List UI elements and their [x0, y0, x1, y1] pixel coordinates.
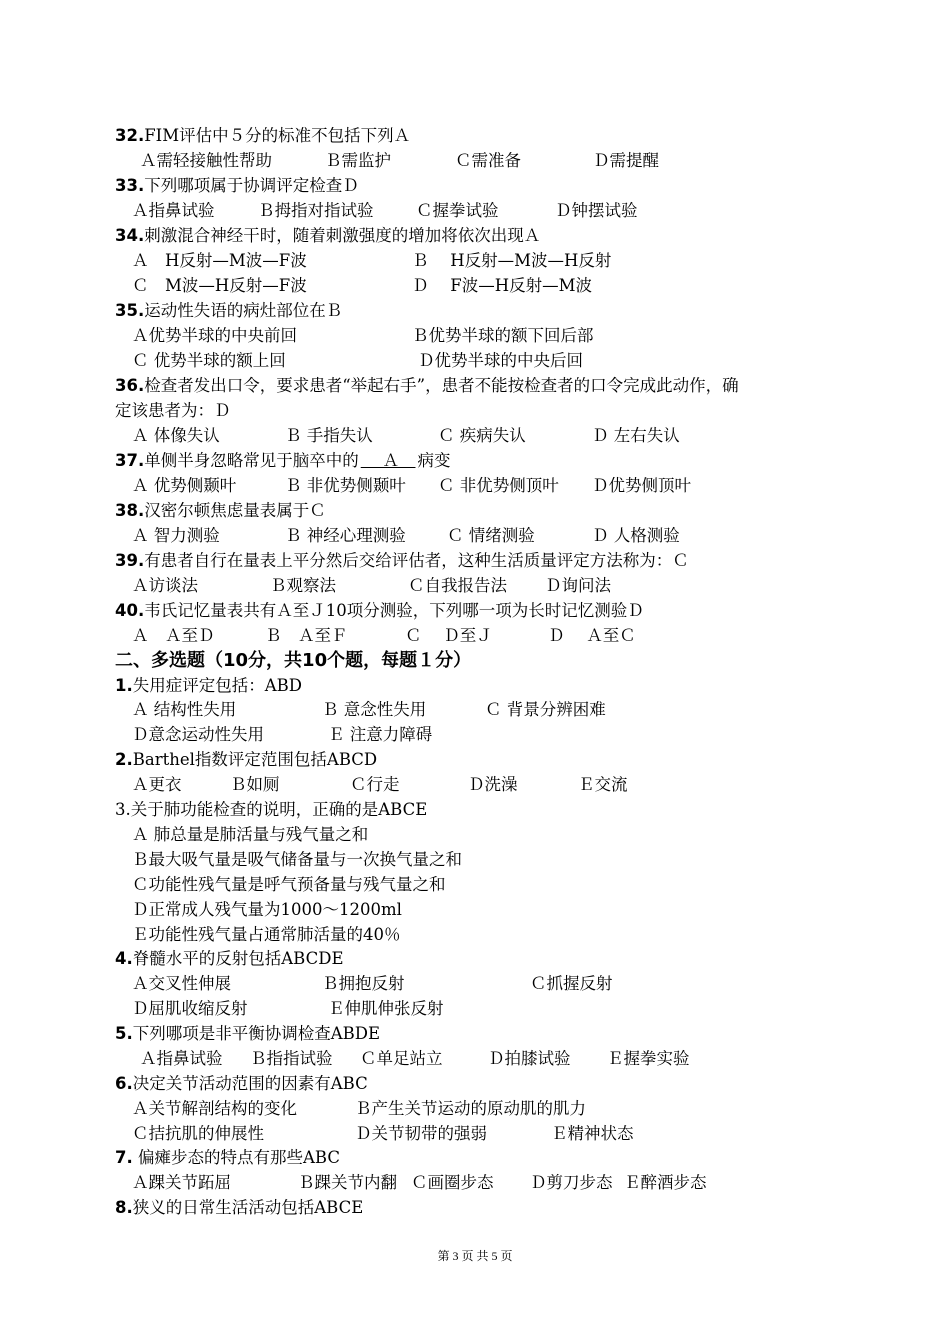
option-a: Ａ访谈法 [132, 576, 198, 595]
option-a: Ａ优势半球的中央前回 [132, 326, 297, 345]
option-a: Ａ 结构性失用 [132, 700, 237, 719]
question-37 [115, 449, 450, 473]
option-b: Ｂ观察法 [270, 576, 336, 595]
option-b: Ｂ拇指对指试验 [258, 201, 374, 220]
question-number: 33. [115, 176, 145, 195]
option-b: Ｂ如厕 [230, 775, 280, 794]
option-c: Ｃ抓握反射 [530, 974, 613, 993]
option-d: Ｄ 人格测验 [592, 526, 680, 545]
question-number: 39. [115, 551, 145, 570]
multi-question-1 [115, 674, 302, 698]
question-34-options-row2 [0, 274, 950, 298]
question-number: 40. [115, 601, 145, 620]
option-a: Ａ指鼻试验 [140, 1049, 223, 1068]
option-d: Ｄ意念运动性失用 [132, 725, 264, 744]
option-b: Ｂ 非优势侧颞叶 [285, 476, 406, 495]
question-text: 下列哪项属于协调评定检查Ｄ [144, 176, 359, 195]
question-number: 7. [115, 1148, 133, 1167]
question-text: 决定关节活动范围的因素有ABC [132, 1074, 368, 1093]
option-c: Ｃ需准备 [455, 151, 521, 170]
option-a: Ａ更衣 [132, 775, 182, 794]
question-35 [115, 299, 342, 323]
option-c: Ｃ功能性残气量是呼气预备量与残气量之和 [132, 875, 446, 894]
option-e: Ｅ伸肌伸张反射 [328, 999, 444, 1018]
option-a: Ａ需轻接触性帮助 [140, 151, 272, 170]
question-text-end: 病变 [417, 451, 451, 470]
question-text: 偏瘫步态的特点有那些ABC [132, 1148, 340, 1167]
multi-question-5 [115, 1022, 380, 1046]
option-a: Ａ踝关节跖屈 [132, 1173, 231, 1192]
option-c: Ｃ自我报告法 [408, 576, 507, 595]
option-e: Ｅ功能性残气量占通常肺活量的40％ [132, 925, 401, 944]
question-35-options-row1 [0, 324, 950, 348]
multi-question-6-options-row1 [0, 1097, 950, 1121]
option-b: Ｂ 意念性失用 [322, 700, 427, 719]
option-b: Ｂ 手指失认 [285, 426, 373, 445]
question-37-options [0, 474, 950, 498]
option-d: Ｄ屈肌收缩反射 [132, 999, 248, 1018]
question-number: 5. [115, 1024, 133, 1043]
option-a: Ａ Ａ至Ｄ [132, 626, 215, 645]
option-b: Ｂ最大吸气量是吸气储备量与一次换气量之和 [132, 850, 462, 869]
option-a: Ａ 体像失认 [132, 426, 220, 445]
question-text-continued: 定该患者为：Ｄ [115, 401, 231, 420]
option-c: Ｃ 情绪测验 [447, 526, 535, 545]
question-text: 脊髓水平的反射包括ABCDE [132, 949, 344, 968]
multi-question-4-options-row1 [0, 972, 950, 996]
question-number: 38. [115, 501, 145, 520]
option-e: Ｅ 注意力障碍 [328, 725, 433, 744]
option-d: Ｄ 左右失认 [592, 426, 680, 445]
question-33-options [0, 199, 950, 223]
option-d: Ｄ F波—H反射—M波 [412, 276, 592, 295]
option-b: Ｂ优势半球的额下回后部 [412, 326, 594, 345]
question-text: 检查者发出口令，要求患者“举起右手”，患者不能按检查者的口令完成此动作，确 [144, 376, 739, 395]
option-d: Ｄ钟摆试验 [555, 201, 638, 220]
question-number: 32. [115, 126, 145, 145]
question-40 [115, 599, 644, 623]
multi-question-8 [115, 1196, 363, 1220]
option-e: Ｅ交流 [578, 775, 628, 794]
option-e: Ｅ醉酒步态 [624, 1173, 707, 1192]
question-39 [115, 549, 689, 573]
option-d: Ｄ优势半球的中央后回 [418, 351, 583, 370]
option-b: Ｂ需监护 [325, 151, 391, 170]
multi-question-1-options-row1 [0, 698, 950, 722]
question-33 [115, 174, 359, 198]
option-a: Ａ关节解剖结构的变化 [132, 1099, 297, 1118]
question-36-continued [115, 399, 231, 423]
multi-question-1-options-row2 [0, 723, 950, 747]
question-35-options-row2 [0, 349, 950, 373]
question-number: 36. [115, 376, 145, 395]
question-number: 34. [115, 226, 145, 245]
question-text: 刺激混合神经干时，随着刺激强度的增加将依次出现Ａ [144, 226, 541, 245]
question-text: 运动性失语的病灶部位在Ｂ [144, 301, 343, 320]
option-c: Ｃ拮抗肌的伸展性 [132, 1124, 264, 1143]
option-d: Ｄ正常成人残气量为1000～1200ml [132, 900, 402, 919]
question-number: 6. [115, 1074, 133, 1093]
question-text: 下列哪项是非平衡协调检查ABDE [132, 1024, 381, 1043]
multi-question-3 [115, 798, 427, 822]
option-a: Ａ 智力测验 [132, 526, 220, 545]
multi-question-7-options [0, 1171, 950, 1195]
page-footer: 第 3 页 共 5 页 [437, 1249, 513, 1263]
question-32 [115, 124, 410, 148]
question-number: 2. [115, 750, 133, 769]
question-text: 韦氏记忆量表共有Ａ至Ｊ10项分测验，下列哪一项为长时记忆测验Ｄ [144, 601, 644, 620]
multi-question-7 [115, 1146, 340, 1170]
question-number: 35. [115, 301, 145, 320]
option-d: Ｄ询问法 [545, 576, 611, 595]
question-36-options [0, 424, 950, 448]
question-text: 有患者自行在量表上平分然后交给评估者，这种生活质量评定方法称为：Ｃ [144, 551, 689, 570]
option-e: Ｅ握拳实验 [607, 1049, 690, 1068]
multi-question-5-options [0, 1047, 950, 1071]
option-a: Ａ指鼻试验 [132, 201, 215, 220]
option-c: Ｃ握拳试验 [416, 201, 499, 220]
question-text: 狭义的日常生活活动包括ABCE [132, 1198, 364, 1217]
question-number: 4. [115, 949, 133, 968]
option-b: Ｂ H反射—M波—H反射 [412, 251, 612, 270]
question-39-options [0, 574, 950, 598]
option-d: Ｄ需提醒 [593, 151, 659, 170]
option-a: Ａ 优势侧颞叶 [132, 476, 237, 495]
option-b: Ｂ 神经心理测验 [285, 526, 406, 545]
question-38 [115, 499, 326, 523]
multi-question-6-options-row2 [0, 1122, 950, 1146]
option-e: Ｅ精神状态 [551, 1124, 634, 1143]
option-d: Ｄ关节韧带的强弱 [355, 1124, 487, 1143]
option-c: Ｃ 非优势侧顶叶 [438, 476, 559, 495]
multi-question-4 [115, 947, 344, 971]
option-c: Ｃ 背景分辨困难 [485, 700, 606, 719]
question-text: 失用症评定包括：ABD [132, 676, 303, 695]
option-b: Ｂ拥抱反射 [322, 974, 405, 993]
question-34 [115, 224, 540, 248]
question-32-options [0, 149, 950, 173]
option-b: Ｂ产生关节运动的原动肌的肌力 [355, 1099, 586, 1118]
option-c: Ｃ M波—H反射—F波 [132, 276, 307, 295]
option-d: Ｄ Ａ至Ｃ [548, 626, 636, 645]
option-c: Ｃ行走 [350, 775, 400, 794]
option-d: Ｄ剪刀步态 [530, 1173, 613, 1192]
section-heading-multiple-choice: 二、多选题（10分，共10个题，每题１分） [115, 650, 472, 671]
option-a: Ａ H反射—M波—F波 [132, 251, 307, 270]
option-d: Ｄ优势侧顶叶 [592, 476, 691, 495]
option-a: Ａ 肺总量是肺活量与残气量之和 [132, 825, 369, 844]
question-text: 单侧半身忽略常见于脑卒中的 [144, 451, 359, 470]
option-c: Ｃ画圈步态 [411, 1173, 494, 1192]
answer-blank: Ａ [360, 451, 416, 470]
multi-question-2-options [0, 773, 950, 797]
option-c: Ｃ 优势半球的额上回 [132, 351, 286, 370]
question-34-options-row1 [0, 249, 950, 273]
question-number: 37. [115, 451, 145, 470]
question-36 [115, 374, 739, 398]
option-d: Ｄ洗澡 [468, 775, 518, 794]
option-a: Ａ交叉性伸展 [132, 974, 231, 993]
question-40-options [0, 624, 950, 648]
question-text: 汉密尔顿焦虑量表属于Ｃ [144, 501, 326, 520]
question-text: 关于肺功能检查的说明，正确的是ABCE [130, 800, 428, 819]
question-text: Barthel指数评定范围包括ABCD [132, 750, 378, 769]
question-text: FIM评估中５分的标准不包括下列Ａ [144, 126, 411, 145]
option-d: Ｄ拍膝试验 [488, 1049, 571, 1068]
option-b: Ｂ Ａ至Ｆ [265, 626, 348, 645]
multi-question-4-options-row2 [0, 997, 950, 1021]
question-number: 8. [115, 1198, 133, 1217]
option-b: Ｂ踝关节内翻 [298, 1173, 397, 1192]
question-number: 3. [115, 800, 131, 819]
option-c: Ｃ单足站立 [360, 1049, 443, 1068]
option-c: Ｃ Ｄ至Ｊ [405, 626, 493, 645]
option-c: Ｃ 疾病失认 [438, 426, 526, 445]
option-b: Ｂ指指试验 [250, 1049, 333, 1068]
question-number: 1. [115, 676, 133, 695]
multi-question-6 [115, 1072, 368, 1096]
multi-question-2 [115, 748, 377, 772]
question-38-options [0, 524, 950, 548]
